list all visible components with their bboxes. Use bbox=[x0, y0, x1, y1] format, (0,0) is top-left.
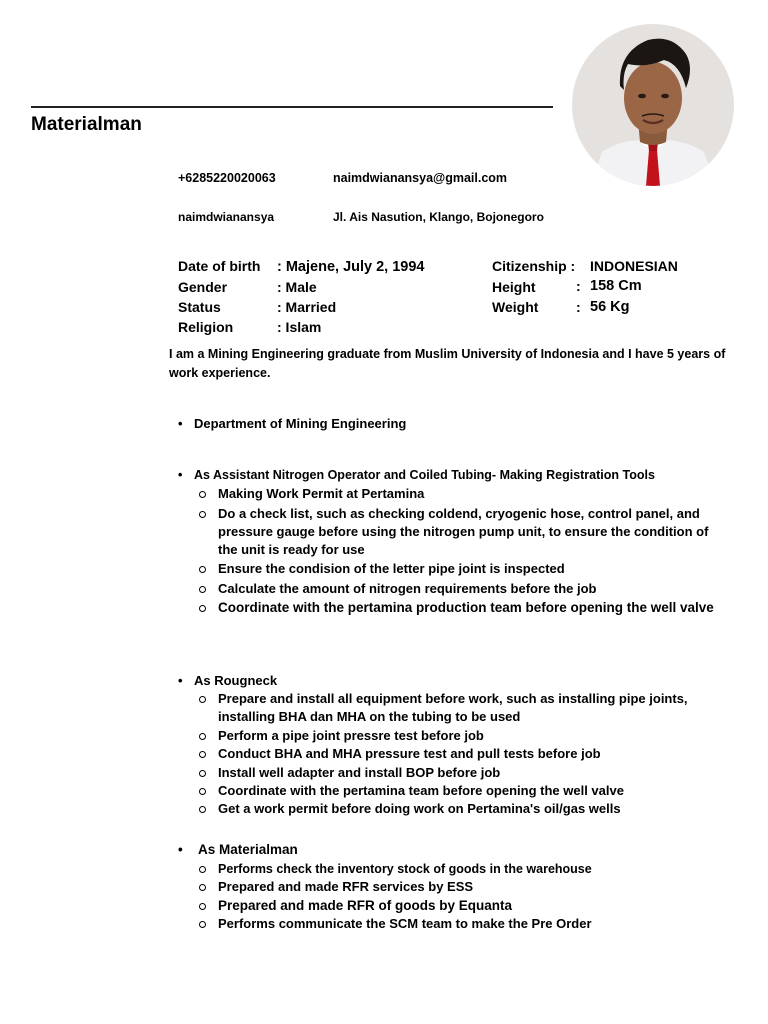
height-value: 158 Cm bbox=[590, 278, 642, 294]
weight-value: 56 Kg bbox=[590, 299, 630, 315]
circle-bullet-icon bbox=[199, 866, 206, 873]
weight-colon: : bbox=[576, 299, 581, 315]
summary-paragraph: I am a Mining Engineering graduate from Muslim University of Indonesia and I have 5 years of work experience. bbox=[169, 347, 726, 380]
address: Jl. Ais Nasution, Klango, Bojonegoro bbox=[333, 210, 544, 224]
circle-bullet-icon bbox=[199, 733, 206, 740]
circle-bullet-icon bbox=[199, 491, 206, 498]
circle-bullet-icon bbox=[199, 806, 206, 813]
gender-value: : Male bbox=[277, 279, 317, 295]
bullet-icon: • bbox=[178, 842, 183, 857]
circle-bullet-icon bbox=[199, 903, 206, 910]
circle-bullet-icon bbox=[199, 751, 206, 758]
status-value: : Married bbox=[277, 299, 337, 315]
circle-bullet-icon bbox=[199, 696, 206, 703]
circle-bullet-icon bbox=[199, 788, 206, 795]
profile-photo bbox=[572, 24, 734, 186]
gender-label: Gender bbox=[178, 279, 228, 295]
citizenship-label: Citizenship : bbox=[492, 258, 576, 274]
circle-bullet-icon bbox=[199, 566, 206, 573]
height-label: Height bbox=[492, 279, 536, 295]
status-label: Status bbox=[178, 299, 221, 315]
dob-label: Date of birth bbox=[178, 258, 261, 274]
bullet-icon: • bbox=[178, 468, 183, 482]
religion-label: Religion bbox=[178, 319, 234, 335]
height-colon: : bbox=[576, 278, 581, 294]
bullet-icon: • bbox=[178, 416, 183, 431]
circle-bullet-icon bbox=[199, 586, 206, 593]
circle-bullet-icon bbox=[199, 770, 206, 777]
religion-value: : Islam bbox=[277, 319, 322, 335]
weight-label: Weight bbox=[492, 299, 539, 315]
citizenship-value: INDONESIAN bbox=[590, 258, 678, 274]
dob-value: : Majene, July 2, 1994 bbox=[277, 259, 425, 275]
circle-bullet-icon bbox=[199, 511, 206, 518]
circle-bullet-icon bbox=[199, 921, 206, 928]
page-title: Materialman bbox=[31, 114, 142, 135]
circle-bullet-icon bbox=[199, 884, 206, 891]
username: naimdwianansya bbox=[178, 210, 275, 224]
email-address[interactable]: naimdwianansya@gmail.com bbox=[333, 171, 508, 185]
header-rule bbox=[31, 106, 553, 108]
bullet-icon: • bbox=[178, 673, 183, 688]
phone-number: +6285220020063 bbox=[178, 171, 276, 185]
circle-bullet-icon bbox=[199, 605, 206, 612]
